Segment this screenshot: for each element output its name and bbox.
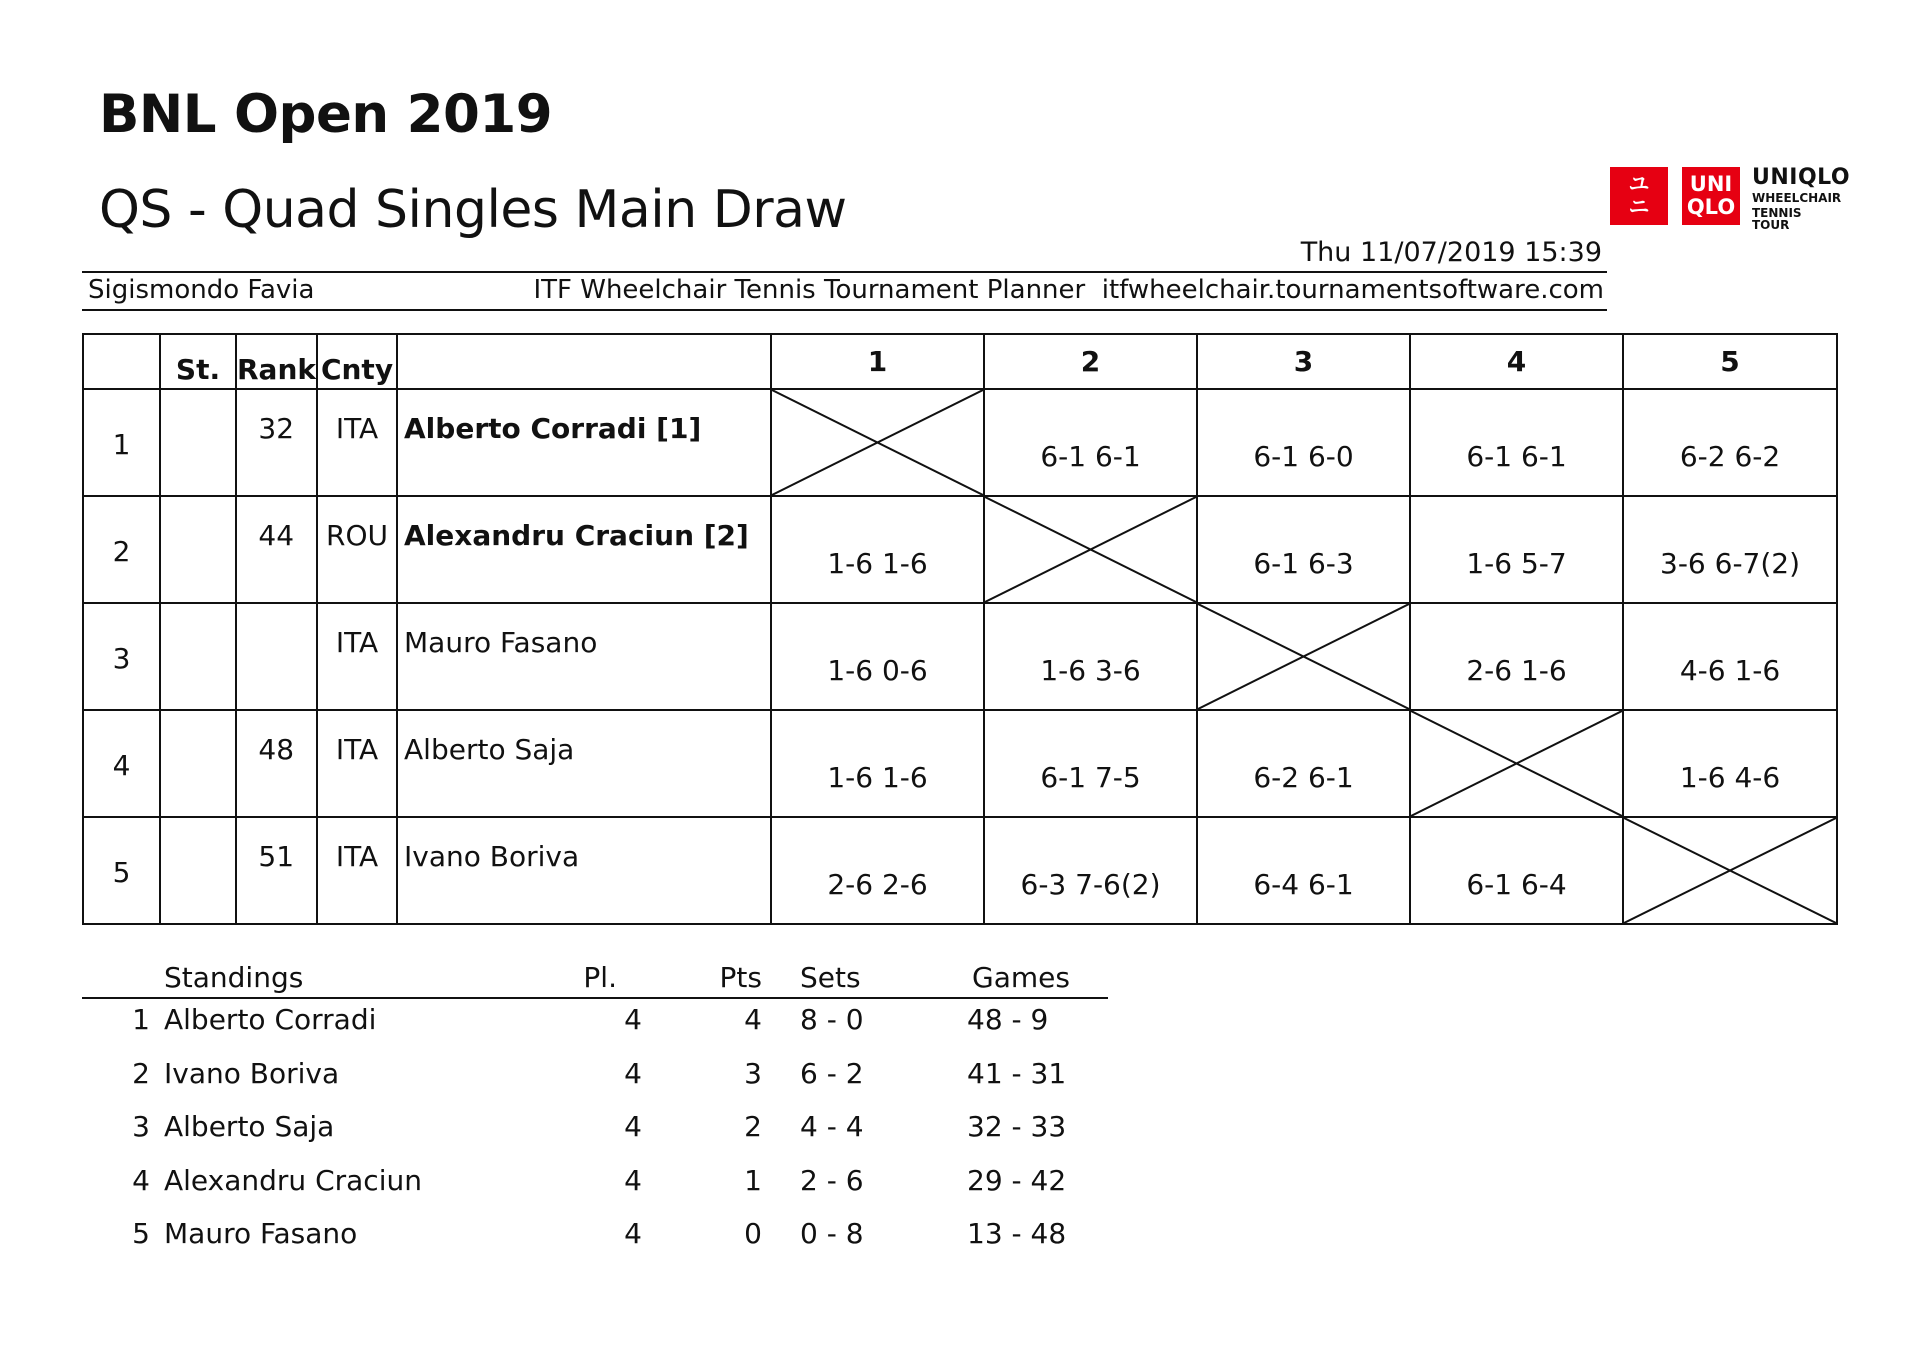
standing-points: 3 [744,1056,762,1090]
player-row [83,817,1837,924]
player-status [160,496,236,603]
cross-mark [1198,604,1409,709]
standing-games: 29 - 42 [967,1163,1067,1197]
website-link[interactable]: itfwheelchair.tournamentsoftware.com [1101,275,1604,305]
header-opponent-2: 2 [984,334,1197,389]
match-score: 1-6 1-6 [771,710,984,817]
header-opponent-3: 3 [1197,334,1410,389]
draw-position: 1 [83,389,160,496]
standing-position: 1 [132,1003,150,1036]
draw-position: 3 [83,603,160,710]
page-title: BNL Open 2019 [99,84,553,145]
player-country: ITA [317,710,397,817]
standing-games: 13 - 48 [967,1217,1067,1250]
standing-played: 4 [624,1217,642,1250]
match-score: 6-3 7-6(2) [984,817,1197,924]
match-score: 6-4 6-1 [1197,817,1410,924]
player-rank: 44 [236,496,317,603]
standing-position: 4 [132,1163,150,1197]
organizer-name: Sigismondo Favia [88,275,315,305]
header-played: Pl. [583,961,617,994]
header-seed [83,334,160,389]
header-opponent-1: 1 [771,334,984,389]
standings-row [82,1053,1108,1107]
logo-wordmark: UNIQLO WHEELCHAIR TENNIS TOUR [1752,165,1851,232]
match-score: 6-1 6-1 [984,389,1197,496]
info-bar [88,275,1604,311]
standing-sets: 8 - 0 [800,1003,864,1036]
standing-points: 0 [744,1217,762,1250]
player-row [83,603,1837,710]
player-row [83,496,1837,603]
standing-points: 1 [744,1163,762,1197]
round-robin-draw-table [82,333,1838,925]
player-country: ITA [317,389,397,496]
self-match-crossed-cell [1410,710,1623,817]
self-match-crossed-cell [1197,603,1410,710]
player-name: Alexandru Craciun [2] [397,496,771,603]
self-match-crossed-cell [984,496,1197,603]
standing-sets: 0 - 8 [800,1217,864,1250]
header-points: Pts [719,961,762,994]
standing-position: 5 [132,1217,150,1250]
match-score: 6-1 7-5 [984,710,1197,817]
standings-row [82,999,1108,1053]
match-score: 6-2 6-2 [1623,389,1837,496]
match-score: 1-6 1-6 [771,496,984,603]
standing-games: 41 - 31 [967,1056,1067,1090]
standing-sets: 2 - 6 [800,1163,864,1197]
player-country: ITA [317,817,397,924]
player-status [160,710,236,817]
uniqlo-wheelchair-tennis-logo [1610,165,1851,232]
draw-position: 4 [83,710,160,817]
player-row [83,389,1837,496]
standing-position: 3 [132,1110,150,1143]
standing-player: Alexandru Craciun [164,1163,422,1197]
standing-played: 4 [624,1163,642,1197]
header-opponent-5: 5 [1623,334,1837,389]
player-rank: 32 [236,389,317,496]
match-score: 6-1 6-4 [1410,817,1623,924]
player-country: ITA [317,603,397,710]
standing-player: Mauro Fasano [164,1217,358,1250]
player-rank [236,603,317,710]
match-score: 1-6 5-7 [1410,496,1623,603]
header-opponent-4: 4 [1410,334,1623,389]
player-rank: 48 [236,710,317,817]
info-bar-top-rule [82,271,1607,273]
draw-position: 5 [83,817,160,924]
standing-played: 4 [624,1056,642,1090]
standing-played: 4 [624,1003,642,1036]
standing-player: Ivano Boriva [164,1056,340,1090]
standing-games: 48 - 9 [967,1003,1049,1036]
player-name: Alberto Corradi [1] [397,389,771,496]
standings-table [82,961,1108,1267]
page-subtitle: QS - Quad Singles Main Draw [99,180,847,240]
uniqlo-katakana-mark: ユ ニ [1610,167,1668,225]
match-score: 3-6 6-7(2) [1623,496,1837,603]
match-score: 6-2 6-1 [1197,710,1410,817]
player-name: Ivano Boriva [397,817,771,924]
self-match-crossed-cell [1623,817,1837,924]
player-status [160,817,236,924]
cross-mark [1411,711,1622,816]
self-match-crossed-cell [771,389,984,496]
match-score: 4-6 1-6 [1623,603,1837,710]
player-name: Alberto Saja [397,710,771,817]
draw-header-row [83,334,1837,389]
match-score: 6-1 6-3 [1197,496,1410,603]
header-country: Cnty [317,334,397,389]
draw-position: 2 [83,496,160,603]
standings-row [82,1160,1108,1214]
match-score: 1-6 4-6 [1623,710,1837,817]
standing-points: 2 [744,1110,762,1143]
standings-row [82,1213,1108,1267]
player-country: ROU [317,496,397,603]
player-row [83,710,1837,817]
match-score: 2-6 1-6 [1410,603,1623,710]
cross-mark [985,497,1196,602]
standing-player: Alberto Saja [164,1110,335,1143]
player-status [160,603,236,710]
info-bar-bottom-rule [82,309,1607,311]
standing-player: Alberto Corradi [164,1003,377,1036]
uniqlo-latin-mark: UNI QLO [1682,167,1740,225]
print-datetime: Thu 11/07/2019 15:39 [1300,237,1602,268]
header-status: St. [160,334,236,389]
standings-title: Standings [164,961,304,994]
cross-mark [772,390,983,495]
standing-position: 2 [132,1056,150,1090]
header-games: Games [972,961,1070,994]
player-name: Mauro Fasano [397,603,771,710]
match-score: 6-1 6-1 [1410,389,1623,496]
planner-name: ITF Wheelchair Tennis Tournament Planner [533,275,1086,305]
player-status [160,389,236,496]
player-rank: 51 [236,817,317,924]
header-player [397,334,771,389]
planner-credit [533,275,1604,305]
match-score: 1-6 0-6 [771,603,984,710]
standing-sets: 4 - 4 [800,1110,864,1143]
standing-sets: 6 - 2 [800,1056,864,1090]
match-score: 1-6 3-6 [984,603,1197,710]
match-score: 6-1 6-0 [1197,389,1410,496]
header-rank: Rank [236,334,317,389]
standing-games: 32 - 33 [967,1110,1067,1143]
standing-played: 4 [624,1110,642,1143]
cross-mark [1624,818,1836,923]
match-score: 2-6 2-6 [771,817,984,924]
standings-row [82,1106,1108,1160]
standing-points: 4 [744,1003,762,1036]
header-sets: Sets [800,961,861,994]
standings-header-row [82,961,1108,999]
